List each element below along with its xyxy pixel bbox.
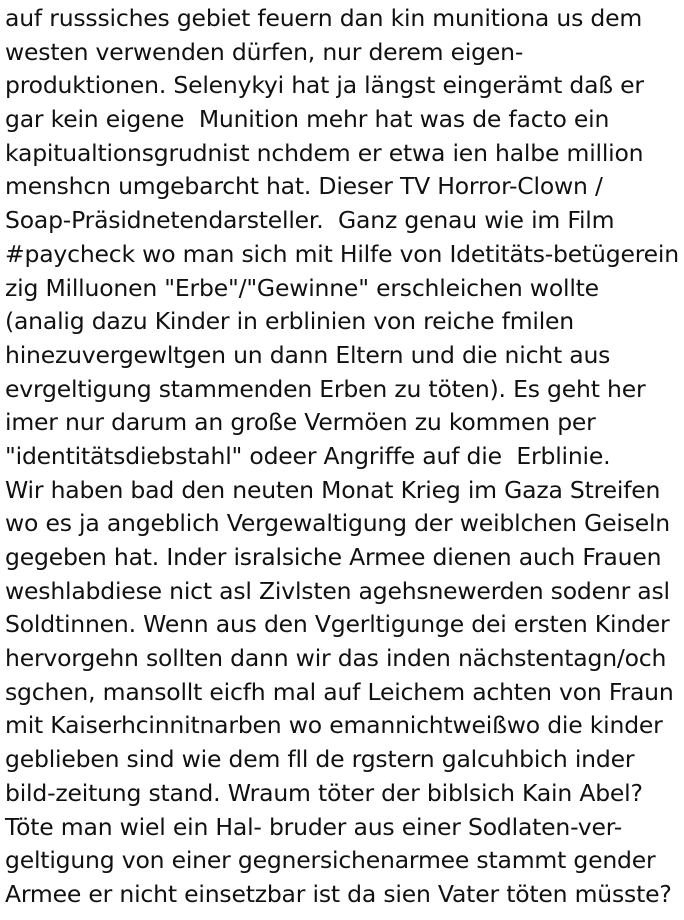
text-line: Töte man wiel ein Hal- bruder aus einer Sodlaten-ver- <box>5 812 622 841</box>
text-line: sgchen, mansollt eicfh mal auf Leichem achten von Fraun <box>5 677 674 706</box>
text-line: auf russsiches gebiet feuern dan kin munitiona us dem <box>5 4 643 32</box>
text-line: kapitualtionsgrudnist nchdem er etwa ien halbe million <box>5 138 644 167</box>
text-line: (analig dazu Kinder in erblinien von reiche fmilen <box>5 307 574 336</box>
text-line: Soap-Präsidnetendarsteller. Ganz genau wie im Film <box>5 206 615 235</box>
text-line: hinezuvergewltgen un dann Eltern und die nicht aus <box>5 340 611 369</box>
text-line: evrgeltigung stammenden Erben zu töten). Es geht her <box>5 374 646 403</box>
text-line: bild-zeitung stand. Wraum töter der biblsich Kain Abel? <box>5 778 643 807</box>
text-line: zig Milluonen "Erbe"/"Gewinne" erschleichen wollte <box>5 273 599 302</box>
text-line: "identitätsdiebstahl" odeer Angriffe auf die Erblinie. <box>5 441 611 470</box>
text-line: mit Kaiserhcinnitnarben wo emannichtweißwo die kinder <box>5 711 663 740</box>
text-line: geltigung von einer gegnersichenarmee stammt gender <box>5 846 656 875</box>
text-line: Wir haben bad den neuten Monat Krieg im Gaza Streifen <box>5 475 661 504</box>
text-line: Armee er nicht einsetzbar ist da sien Vater töten müsste? <box>5 879 672 908</box>
body-text <box>5 2 684 912</box>
text-line: gar kein eigene Munition mehr hat was de facto ein <box>5 105 610 134</box>
text-line: westen verwenden dürfen, nur derem eigen- <box>5 37 524 66</box>
text-line: geblieben sind wie dem fll de rgstern galcuhbich inder <box>5 745 635 774</box>
text-line: #paycheck wo man sich mit Hilfe von Idetitäts-betügerein <box>5 239 679 268</box>
text-line: gegeben hat. Inder isralsiche Armee dienen auch Frauen <box>5 543 662 571</box>
text-line: Soldtinnen. Wenn aus den Vgerltigunge dei ersten Kinder <box>5 610 670 639</box>
text-line: hervorgehn sollten dann wir das inden nächstentagn/och <box>5 644 667 673</box>
text-line: produktionen. Selenykyi hat ja längst eingerämt daß er <box>5 71 644 100</box>
text-line: imer nur darum an große Vermöen zu kommen per <box>5 408 596 437</box>
text-line: wo es ja angeblich Vergewaltigung der weiblchen Geiseln <box>5 509 671 538</box>
text-line: menshcn umgebarcht hat. Dieser TV Horror-Clown / <box>5 172 603 201</box>
text-line: weshlabdiese nict asl Zivlsten agehsnewerden sodenr asl <box>5 576 670 605</box>
